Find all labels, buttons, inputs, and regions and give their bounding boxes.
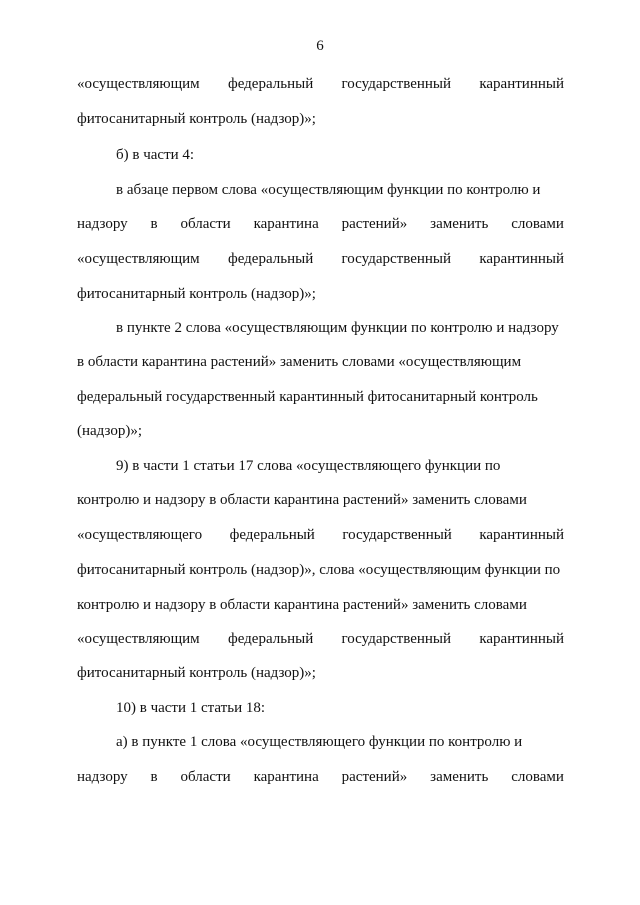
text-line-5: [77, 215, 564, 233]
text-line-3: б) в части 4:: [116, 147, 195, 163]
text-line-4: [116, 181, 564, 199]
word: государственный: [341, 631, 452, 647]
text-line-6: [77, 250, 564, 268]
word: заменить: [430, 216, 489, 232]
word: федеральный: [228, 631, 314, 647]
word: карантинный: [479, 527, 564, 543]
text-line-10: федеральный государственный карантинный фитосанитарный контроль: [77, 389, 538, 405]
word: федеральный: [228, 76, 314, 92]
word: словами: [511, 769, 564, 785]
text-line-17: [77, 630, 564, 648]
text-line-12: 9) в части 1 статьи 17 слова «осуществляющего функции по: [116, 458, 501, 474]
word: «осуществляющим: [77, 251, 200, 267]
word: в: [150, 769, 158, 785]
word: области: [180, 769, 231, 785]
word: заменить: [430, 769, 489, 785]
word: федеральный: [229, 527, 315, 543]
text-line-11: (надзор)»;: [77, 423, 142, 439]
word: «осуществляющим: [77, 631, 200, 647]
word: «осуществляющего: [77, 527, 203, 543]
text-line-18: фитосанитарный контроль (надзор)»;: [77, 665, 316, 681]
word: карантинный: [479, 631, 564, 647]
word: в: [150, 216, 158, 232]
word: надзору: [77, 216, 128, 232]
word: растений»: [341, 769, 408, 785]
text-line-1: [77, 75, 564, 93]
text-line-7: фитосанитарный контроль (надзор)»;: [77, 286, 316, 302]
page-number: 6: [316, 38, 324, 54]
text-line-15: фитосанитарный контроль (надзор)», слова «осуществляющим функции по: [77, 562, 561, 578]
word: карантинный: [479, 251, 564, 267]
word: карантинный: [479, 76, 564, 92]
word: карантина: [253, 769, 319, 785]
word: государственный: [341, 251, 452, 267]
word: «осуществляющим: [77, 76, 200, 92]
text-line-14: [77, 526, 564, 544]
word: растений»: [341, 216, 408, 232]
text-line-13: контролю и надзору в области карантина растений» заменить словами: [77, 492, 527, 508]
word: государственный: [342, 527, 452, 543]
word: области: [180, 216, 231, 232]
text-line-2: фитосанитарный контроль (надзор)»;: [77, 111, 316, 127]
word: надзору: [77, 769, 128, 785]
word: словами: [511, 216, 564, 232]
text-line-19: 10) в части 1 статьи 18:: [116, 700, 266, 716]
word: карантина: [253, 216, 319, 232]
word: государственный: [341, 76, 452, 92]
text-line-9: в области карантина растений» заменить словами «осуществляющим: [77, 354, 522, 370]
text-line-20: а) в пункте 1 слова «осуществляющего функции по контролю и: [116, 734, 523, 750]
text-line-21: [77, 768, 564, 786]
line-text: в абзаце первом слова «осуществляющим функции по контролю и: [116, 182, 541, 198]
word: федеральный: [228, 251, 314, 267]
text-line-8: в пункте 2 слова «осуществляющим функции по контролю и надзору: [116, 320, 559, 336]
text-line-16: контролю и надзору в области карантина растений» заменить словами: [77, 597, 527, 613]
